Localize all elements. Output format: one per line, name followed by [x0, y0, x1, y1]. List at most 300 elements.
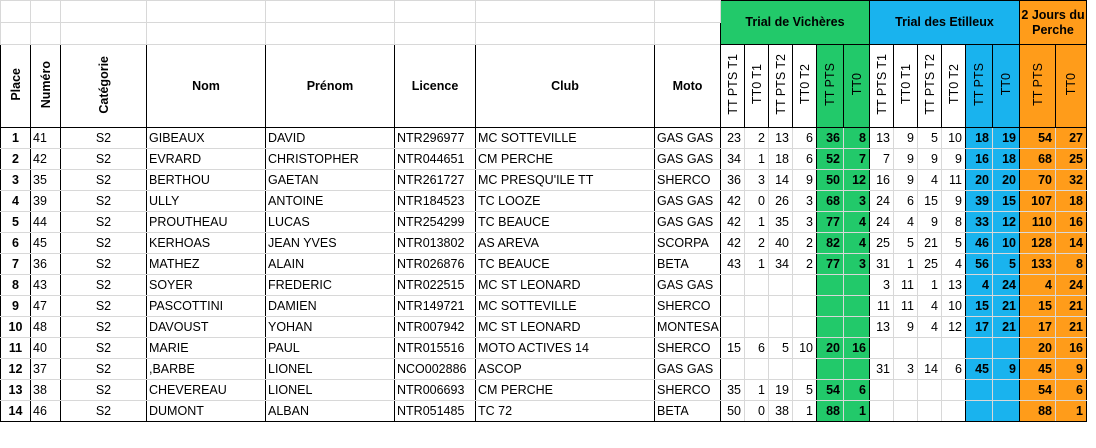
- cell-v-tt0-t2[interactable]: 1: [793, 401, 817, 422]
- cell-licence[interactable]: NTR026876: [395, 254, 476, 275]
- cell-v-ttpts-t2[interactable]: [769, 317, 793, 338]
- cell-v-ttpts-t2[interactable]: 38: [769, 401, 793, 422]
- cell-licence[interactable]: NTR022515: [395, 275, 476, 296]
- cell-licence[interactable]: NTR007942: [395, 317, 476, 338]
- cell-club[interactable]: TC BEAUCE: [476, 212, 655, 233]
- cell-e-tt0-t2[interactable]: [942, 338, 966, 359]
- cell-v-tt0-t1[interactable]: 1: [745, 149, 769, 170]
- cell-e-tt0[interactable]: [993, 380, 1020, 401]
- cell-v-tt0-t2[interactable]: 6: [793, 128, 817, 149]
- cell-e-tt0[interactable]: 12: [993, 212, 1020, 233]
- cell-e-tt0[interactable]: 9: [993, 359, 1020, 380]
- cell-numero[interactable]: 44: [31, 212, 61, 233]
- cell-nom[interactable]: BERTHOU: [147, 170, 266, 191]
- cell-e-tt0-t2[interactable]: 6: [942, 359, 966, 380]
- cell-licence[interactable]: NTR015516: [395, 338, 476, 359]
- cell-v-tt0-t2[interactable]: 2: [793, 254, 817, 275]
- cell-p-ttpts[interactable]: 133: [1020, 254, 1056, 275]
- cell-p-tt0[interactable]: 16: [1056, 338, 1087, 359]
- cell-e-tt0[interactable]: 5: [993, 254, 1020, 275]
- cell-club[interactable]: CM PERCHE: [476, 149, 655, 170]
- cell-e-ttpts-t1[interactable]: 11: [870, 296, 894, 317]
- cell-e-ttpts-t1[interactable]: 7: [870, 149, 894, 170]
- cell-p-ttpts[interactable]: 110: [1020, 212, 1056, 233]
- cell-licence[interactable]: NTR013802: [395, 233, 476, 254]
- cell-p-ttpts[interactable]: 17: [1020, 317, 1056, 338]
- cell-p-tt0[interactable]: 21: [1056, 296, 1087, 317]
- header-e-ttpts-t1[interactable]: TT PTS T1: [870, 45, 894, 128]
- cell-prenom[interactable]: FREDERIC: [266, 275, 395, 296]
- cell-moto[interactable]: GAS GAS: [655, 128, 721, 149]
- cell-v-ttpts[interactable]: 88: [817, 401, 844, 422]
- cell-v-ttpts-t1[interactable]: 42: [721, 233, 745, 254]
- cell-categorie[interactable]: S2: [61, 401, 147, 422]
- cell-prenom[interactable]: LIONEL: [266, 380, 395, 401]
- cell-moto[interactable]: GAS GAS: [655, 212, 721, 233]
- cell-e-tt0-t1[interactable]: 4: [894, 212, 918, 233]
- cell-e-tt0-t2[interactable]: 12: [942, 317, 966, 338]
- cell-p-tt0[interactable]: 25: [1056, 149, 1087, 170]
- cell-categorie[interactable]: S2: [61, 191, 147, 212]
- cell-categorie[interactable]: S2: [61, 338, 147, 359]
- cell-licence[interactable]: NTR261727: [395, 170, 476, 191]
- header-e-tt0-t1[interactable]: TT0 T1: [894, 45, 918, 128]
- cell-p-tt0[interactable]: 27: [1056, 128, 1087, 149]
- cell-v-ttpts-t1[interactable]: 43: [721, 254, 745, 275]
- cell-v-ttpts-t1[interactable]: [721, 317, 745, 338]
- cell-v-tt0[interactable]: 4: [844, 233, 870, 254]
- cell-e-ttpts-t2[interactable]: 25: [918, 254, 942, 275]
- cell-prenom[interactable]: GAETAN: [266, 170, 395, 191]
- cell-e-ttpts[interactable]: 4: [966, 275, 993, 296]
- cell-licence[interactable]: NTR051485: [395, 401, 476, 422]
- cell-e-ttpts-t1[interactable]: [870, 380, 894, 401]
- cell-categorie[interactable]: S2: [61, 233, 147, 254]
- cell-licence[interactable]: NCO002886: [395, 359, 476, 380]
- cell-prenom[interactable]: PAUL: [266, 338, 395, 359]
- cell-v-ttpts-t1[interactable]: 36: [721, 170, 745, 191]
- cell-club[interactable]: MOTO ACTIVES 14: [476, 338, 655, 359]
- cell-moto[interactable]: MONTESA: [655, 317, 721, 338]
- cell-numero[interactable]: 39: [31, 191, 61, 212]
- cell-licence[interactable]: NTR184523: [395, 191, 476, 212]
- cell-prenom[interactable]: YOHAN: [266, 317, 395, 338]
- cell-p-tt0[interactable]: 32: [1056, 170, 1087, 191]
- cell-p-tt0[interactable]: 6: [1056, 380, 1087, 401]
- cell-v-ttpts[interactable]: [817, 317, 844, 338]
- header-e-ttpts[interactable]: TT PTS: [966, 45, 993, 128]
- cell-licence[interactable]: NTR006693: [395, 380, 476, 401]
- header-v-ttpts[interactable]: TT PTS: [817, 45, 844, 128]
- cell-numero[interactable]: 41: [31, 128, 61, 149]
- cell-club[interactable]: ASCOP: [476, 359, 655, 380]
- cell-e-ttpts-t1[interactable]: 13: [870, 128, 894, 149]
- cell-e-tt0[interactable]: 18: [993, 149, 1020, 170]
- cell-nom[interactable]: SOYER: [147, 275, 266, 296]
- cell-e-ttpts-t1[interactable]: 3: [870, 275, 894, 296]
- cell-e-tt0-t2[interactable]: 8: [942, 212, 966, 233]
- cell-e-ttpts[interactable]: 33: [966, 212, 993, 233]
- cell-v-tt0-t1[interactable]: 2: [745, 233, 769, 254]
- cell-p-ttpts[interactable]: 54: [1020, 128, 1056, 149]
- cell-categorie[interactable]: S2: [61, 317, 147, 338]
- cell-categorie[interactable]: S2: [61, 254, 147, 275]
- cell-p-ttpts[interactable]: 4: [1020, 275, 1056, 296]
- cell-e-tt0-t2[interactable]: [942, 380, 966, 401]
- cell-p-tt0[interactable]: 9: [1056, 359, 1087, 380]
- cell-categorie[interactable]: S2: [61, 275, 147, 296]
- header-e-ttpts-t2[interactable]: TT PTS T2: [918, 45, 942, 128]
- cell-e-tt0-t1[interactable]: [894, 401, 918, 422]
- cell-nom[interactable]: PROUTHEAU: [147, 212, 266, 233]
- cell-e-tt0-t2[interactable]: 4: [942, 254, 966, 275]
- header-categorie[interactable]: Catégorie: [61, 45, 147, 128]
- cell-e-ttpts[interactable]: 39: [966, 191, 993, 212]
- cell-e-tt0-t2[interactable]: 13: [942, 275, 966, 296]
- cell-e-ttpts[interactable]: 46: [966, 233, 993, 254]
- cell-v-tt0-t1[interactable]: [745, 359, 769, 380]
- cell-e-ttpts-t2[interactable]: 4: [918, 170, 942, 191]
- cell-p-ttpts[interactable]: 107: [1020, 191, 1056, 212]
- cell-e-ttpts[interactable]: 20: [966, 170, 993, 191]
- cell-v-tt0-t1[interactable]: [745, 275, 769, 296]
- cell-moto[interactable]: SHERCO: [655, 296, 721, 317]
- cell-v-tt0[interactable]: 3: [844, 191, 870, 212]
- cell-v-ttpts-t1[interactable]: 42: [721, 212, 745, 233]
- header-nom[interactable]: Nom: [147, 45, 266, 128]
- cell-v-ttpts-t2[interactable]: [769, 296, 793, 317]
- cell-nom[interactable]: DAVOUST: [147, 317, 266, 338]
- cell-v-tt0-t1[interactable]: [745, 296, 769, 317]
- cell-v-tt0-t1[interactable]: 0: [745, 401, 769, 422]
- cell-e-tt0[interactable]: [993, 401, 1020, 422]
- cell-e-tt0[interactable]: 21: [993, 296, 1020, 317]
- cell-place[interactable]: 11: [1, 338, 31, 359]
- cell-e-ttpts-t2[interactable]: 4: [918, 317, 942, 338]
- cell-p-ttpts[interactable]: 20: [1020, 338, 1056, 359]
- cell-v-ttpts-t2[interactable]: 19: [769, 380, 793, 401]
- cell-v-tt0-t1[interactable]: 3: [745, 170, 769, 191]
- cell-e-ttpts-t1[interactable]: 24: [870, 212, 894, 233]
- cell-v-ttpts-t1[interactable]: 50: [721, 401, 745, 422]
- cell-club[interactable]: TC 72: [476, 401, 655, 422]
- cell-moto[interactable]: BETA: [655, 254, 721, 275]
- cell-e-ttpts[interactable]: [966, 401, 993, 422]
- cell-e-tt0-t1[interactable]: 5: [894, 233, 918, 254]
- cell-v-tt0-t1[interactable]: 1: [745, 380, 769, 401]
- cell-v-ttpts[interactable]: 36: [817, 128, 844, 149]
- cell-e-tt0-t1[interactable]: [894, 338, 918, 359]
- cell-v-tt0[interactable]: 16: [844, 338, 870, 359]
- cell-e-ttpts-t2[interactable]: 9: [918, 149, 942, 170]
- cell-v-ttpts[interactable]: [817, 296, 844, 317]
- cell-e-tt0-t1[interactable]: 9: [894, 170, 918, 191]
- cell-place[interactable]: 14: [1, 401, 31, 422]
- header-v-tt0-t2[interactable]: TT0 T2: [793, 45, 817, 128]
- header-numero[interactable]: Numéro: [31, 45, 61, 128]
- cell-moto[interactable]: SHERCO: [655, 380, 721, 401]
- cell-e-ttpts-t1[interactable]: 31: [870, 254, 894, 275]
- cell-e-tt0[interactable]: 10: [993, 233, 1020, 254]
- cell-categorie[interactable]: S2: [61, 380, 147, 401]
- cell-v-tt0-t1[interactable]: 1: [745, 254, 769, 275]
- cell-e-ttpts-t1[interactable]: 13: [870, 317, 894, 338]
- cell-nom[interactable]: KERHOAS: [147, 233, 266, 254]
- cell-v-tt0-t2[interactable]: [793, 275, 817, 296]
- cell-e-ttpts[interactable]: 45: [966, 359, 993, 380]
- cell-e-ttpts-t2[interactable]: [918, 338, 942, 359]
- cell-v-ttpts[interactable]: [817, 359, 844, 380]
- cell-club[interactable]: MC SOTTEVILLE: [476, 296, 655, 317]
- cell-v-ttpts-t2[interactable]: 18: [769, 149, 793, 170]
- cell-p-ttpts[interactable]: 128: [1020, 233, 1056, 254]
- cell-moto[interactable]: SHERCO: [655, 338, 721, 359]
- cell-prenom[interactable]: DAMIEN: [266, 296, 395, 317]
- cell-e-tt0-t1[interactable]: 1: [894, 254, 918, 275]
- cell-v-tt0[interactable]: 7: [844, 149, 870, 170]
- cell-club[interactable]: MC ST LEONARD: [476, 317, 655, 338]
- header-v-tt0-t1[interactable]: TT0 T1: [745, 45, 769, 128]
- cell-e-tt0-t2[interactable]: 10: [942, 128, 966, 149]
- cell-nom[interactable]: EVRARD: [147, 149, 266, 170]
- cell-numero[interactable]: 37: [31, 359, 61, 380]
- cell-p-tt0[interactable]: 18: [1056, 191, 1087, 212]
- header-p-ttpts[interactable]: TT PTS: [1020, 45, 1056, 128]
- cell-v-ttpts-t1[interactable]: 23: [721, 128, 745, 149]
- cell-v-ttpts-t1[interactable]: [721, 359, 745, 380]
- cell-p-tt0[interactable]: 8: [1056, 254, 1087, 275]
- cell-e-tt0-t2[interactable]: 10: [942, 296, 966, 317]
- cell-v-tt0-t1[interactable]: 1: [745, 212, 769, 233]
- cell-v-tt0-t2[interactable]: 2: [793, 233, 817, 254]
- cell-p-tt0[interactable]: 14: [1056, 233, 1087, 254]
- cell-p-ttpts[interactable]: 54: [1020, 380, 1056, 401]
- cell-moto[interactable]: GAS GAS: [655, 191, 721, 212]
- cell-e-ttpts-t2[interactable]: 9: [918, 212, 942, 233]
- cell-moto[interactable]: BETA: [655, 401, 721, 422]
- cell-v-ttpts[interactable]: 77: [817, 254, 844, 275]
- cell-place[interactable]: 12: [1, 359, 31, 380]
- cell-e-tt0-t1[interactable]: 11: [894, 275, 918, 296]
- cell-e-tt0-t2[interactable]: [942, 401, 966, 422]
- cell-e-ttpts-t2[interactable]: 15: [918, 191, 942, 212]
- cell-e-tt0-t1[interactable]: 9: [894, 149, 918, 170]
- cell-v-ttpts-t1[interactable]: [721, 296, 745, 317]
- header-club[interactable]: Club: [476, 45, 655, 128]
- cell-v-tt0[interactable]: 6: [844, 380, 870, 401]
- cell-numero[interactable]: 46: [31, 401, 61, 422]
- cell-e-tt0[interactable]: 19: [993, 128, 1020, 149]
- cell-e-ttpts-t2[interactable]: 4: [918, 296, 942, 317]
- cell-e-tt0-t1[interactable]: 9: [894, 128, 918, 149]
- cell-v-tt0-t1[interactable]: 2: [745, 128, 769, 149]
- cell-v-tt0-t1[interactable]: 0: [745, 191, 769, 212]
- cell-p-tt0[interactable]: 1: [1056, 401, 1087, 422]
- cell-e-ttpts-t2[interactable]: [918, 380, 942, 401]
- cell-e-tt0[interactable]: 21: [993, 317, 1020, 338]
- cell-categorie[interactable]: S2: [61, 128, 147, 149]
- cell-prenom[interactable]: CHRISTOPHER: [266, 149, 395, 170]
- cell-v-tt0-t2[interactable]: [793, 359, 817, 380]
- cell-numero[interactable]: 38: [31, 380, 61, 401]
- cell-e-ttpts-t2[interactable]: 5: [918, 128, 942, 149]
- cell-v-ttpts-t2[interactable]: 5: [769, 338, 793, 359]
- cell-e-ttpts[interactable]: [966, 338, 993, 359]
- cell-place[interactable]: 6: [1, 233, 31, 254]
- header-v-ttpts-t1[interactable]: TT PTS T1: [721, 45, 745, 128]
- cell-p-ttpts[interactable]: 70: [1020, 170, 1056, 191]
- header-place[interactable]: Place: [1, 45, 31, 128]
- header-p-tt0[interactable]: TT0: [1056, 45, 1087, 128]
- cell-moto[interactable]: SCORPA: [655, 233, 721, 254]
- cell-place[interactable]: 8: [1, 275, 31, 296]
- cell-v-tt0-t2[interactable]: 3: [793, 212, 817, 233]
- cell-v-tt0[interactable]: 8: [844, 128, 870, 149]
- cell-e-ttpts[interactable]: 15: [966, 296, 993, 317]
- header-e-tt0-t2[interactable]: TT0 T2: [942, 45, 966, 128]
- header-moto[interactable]: Moto: [655, 45, 721, 128]
- cell-v-tt0-t1[interactable]: 6: [745, 338, 769, 359]
- cell-categorie[interactable]: S2: [61, 149, 147, 170]
- cell-p-tt0[interactable]: 21: [1056, 317, 1087, 338]
- cell-v-ttpts[interactable]: 77: [817, 212, 844, 233]
- cell-e-ttpts[interactable]: 56: [966, 254, 993, 275]
- cell-v-tt0[interactable]: [844, 275, 870, 296]
- cell-e-tt0[interactable]: 20: [993, 170, 1020, 191]
- cell-v-tt0-t1[interactable]: [745, 317, 769, 338]
- cell-v-ttpts-t2[interactable]: 13: [769, 128, 793, 149]
- cell-e-ttpts[interactable]: 18: [966, 128, 993, 149]
- cell-licence[interactable]: NTR044651: [395, 149, 476, 170]
- cell-nom[interactable]: DUMONT: [147, 401, 266, 422]
- cell-e-tt0-t2[interactable]: 5: [942, 233, 966, 254]
- cell-e-ttpts-t1[interactable]: 25: [870, 233, 894, 254]
- cell-v-tt0-t2[interactable]: [793, 317, 817, 338]
- cell-v-tt0[interactable]: [844, 296, 870, 317]
- cell-v-ttpts-t2[interactable]: 40: [769, 233, 793, 254]
- cell-categorie[interactable]: S2: [61, 212, 147, 233]
- cell-nom[interactable]: MARIE: [147, 338, 266, 359]
- cell-e-ttpts-t2[interactable]: 21: [918, 233, 942, 254]
- cell-v-tt0-t2[interactable]: 10: [793, 338, 817, 359]
- cell-nom[interactable]: MATHEZ: [147, 254, 266, 275]
- cell-prenom[interactable]: DAVID: [266, 128, 395, 149]
- header-prenom[interactable]: Prénom: [266, 45, 395, 128]
- cell-club[interactable]: MC ST LEONARD: [476, 275, 655, 296]
- cell-e-tt0-t1[interactable]: [894, 380, 918, 401]
- cell-prenom[interactable]: ANTOINE: [266, 191, 395, 212]
- cell-e-tt0-t1[interactable]: 3: [894, 359, 918, 380]
- cell-club[interactable]: AS AREVA: [476, 233, 655, 254]
- cell-licence[interactable]: NTR254299: [395, 212, 476, 233]
- cell-e-ttpts[interactable]: [966, 380, 993, 401]
- cell-club[interactable]: CM PERCHE: [476, 380, 655, 401]
- cell-p-tt0[interactable]: 24: [1056, 275, 1087, 296]
- cell-p-ttpts[interactable]: 15: [1020, 296, 1056, 317]
- cell-v-ttpts[interactable]: 50: [817, 170, 844, 191]
- cell-place[interactable]: 13: [1, 380, 31, 401]
- cell-v-ttpts[interactable]: 52: [817, 149, 844, 170]
- cell-e-ttpts[interactable]: 17: [966, 317, 993, 338]
- cell-club[interactable]: MC PRESQU'ILE TT: [476, 170, 655, 191]
- cell-moto[interactable]: GAS GAS: [655, 359, 721, 380]
- cell-e-tt0-t2[interactable]: 9: [942, 149, 966, 170]
- cell-v-ttpts[interactable]: 82: [817, 233, 844, 254]
- cell-v-ttpts[interactable]: [817, 275, 844, 296]
- header-v-ttpts-t2[interactable]: TT PTS T2: [769, 45, 793, 128]
- cell-numero[interactable]: 43: [31, 275, 61, 296]
- cell-moto[interactable]: GAS GAS: [655, 149, 721, 170]
- cell-place[interactable]: 4: [1, 191, 31, 212]
- cell-place[interactable]: 2: [1, 149, 31, 170]
- cell-p-ttpts[interactable]: 45: [1020, 359, 1056, 380]
- cell-e-tt0-t1[interactable]: 11: [894, 296, 918, 317]
- cell-e-tt0[interactable]: [993, 338, 1020, 359]
- cell-v-tt0-t2[interactable]: 5: [793, 380, 817, 401]
- cell-categorie[interactable]: S2: [61, 170, 147, 191]
- cell-v-ttpts-t2[interactable]: 34: [769, 254, 793, 275]
- cell-nom[interactable]: ,BARBE: [147, 359, 266, 380]
- cell-v-ttpts-t2[interactable]: [769, 359, 793, 380]
- cell-v-ttpts[interactable]: 20: [817, 338, 844, 359]
- cell-e-ttpts-t2[interactable]: [918, 401, 942, 422]
- cell-club[interactable]: TC BEAUCE: [476, 254, 655, 275]
- cell-moto[interactable]: SHERCO: [655, 170, 721, 191]
- cell-v-ttpts-t2[interactable]: 14: [769, 170, 793, 191]
- cell-e-ttpts-t1[interactable]: 24: [870, 191, 894, 212]
- cell-nom[interactable]: CHEVEREAU: [147, 380, 266, 401]
- cell-v-ttpts-t1[interactable]: 35: [721, 380, 745, 401]
- cell-p-ttpts[interactable]: 88: [1020, 401, 1056, 422]
- cell-club[interactable]: MC SOTTEVILLE: [476, 128, 655, 149]
- cell-prenom[interactable]: JEAN YVES: [266, 233, 395, 254]
- cell-place[interactable]: 7: [1, 254, 31, 275]
- cell-e-ttpts-t1[interactable]: 16: [870, 170, 894, 191]
- cell-place[interactable]: 10: [1, 317, 31, 338]
- cell-v-tt0-t2[interactable]: 6: [793, 149, 817, 170]
- cell-licence[interactable]: NTR149721: [395, 296, 476, 317]
- cell-v-ttpts-t2[interactable]: 26: [769, 191, 793, 212]
- cell-categorie[interactable]: S2: [61, 359, 147, 380]
- cell-p-ttpts[interactable]: 68: [1020, 149, 1056, 170]
- header-e-tt0[interactable]: TT0: [993, 45, 1020, 128]
- cell-e-tt0[interactable]: 15: [993, 191, 1020, 212]
- cell-e-tt0-t1[interactable]: 6: [894, 191, 918, 212]
- cell-club[interactable]: TC LOOZE: [476, 191, 655, 212]
- cell-numero[interactable]: 48: [31, 317, 61, 338]
- cell-e-tt0[interactable]: 24: [993, 275, 1020, 296]
- cell-v-tt0-t2[interactable]: [793, 296, 817, 317]
- cell-e-tt0-t2[interactable]: 9: [942, 191, 966, 212]
- cell-v-tt0[interactable]: 1: [844, 401, 870, 422]
- cell-categorie[interactable]: S2: [61, 296, 147, 317]
- cell-e-tt0-t1[interactable]: 9: [894, 317, 918, 338]
- cell-numero[interactable]: 47: [31, 296, 61, 317]
- cell-e-ttpts-t2[interactable]: 14: [918, 359, 942, 380]
- cell-v-ttpts-t2[interactable]: [769, 275, 793, 296]
- cell-place[interactable]: 1: [1, 128, 31, 149]
- cell-prenom[interactable]: ALBAN: [266, 401, 395, 422]
- cell-v-tt0[interactable]: 4: [844, 212, 870, 233]
- cell-v-tt0[interactable]: [844, 359, 870, 380]
- cell-v-tt0[interactable]: [844, 317, 870, 338]
- cell-e-ttpts-t2[interactable]: 1: [918, 275, 942, 296]
- cell-v-ttpts-t1[interactable]: [721, 275, 745, 296]
- cell-nom[interactable]: ULLY: [147, 191, 266, 212]
- header-v-tt0[interactable]: TT0: [844, 45, 870, 128]
- cell-numero[interactable]: 40: [31, 338, 61, 359]
- cell-v-ttpts-t2[interactable]: 35: [769, 212, 793, 233]
